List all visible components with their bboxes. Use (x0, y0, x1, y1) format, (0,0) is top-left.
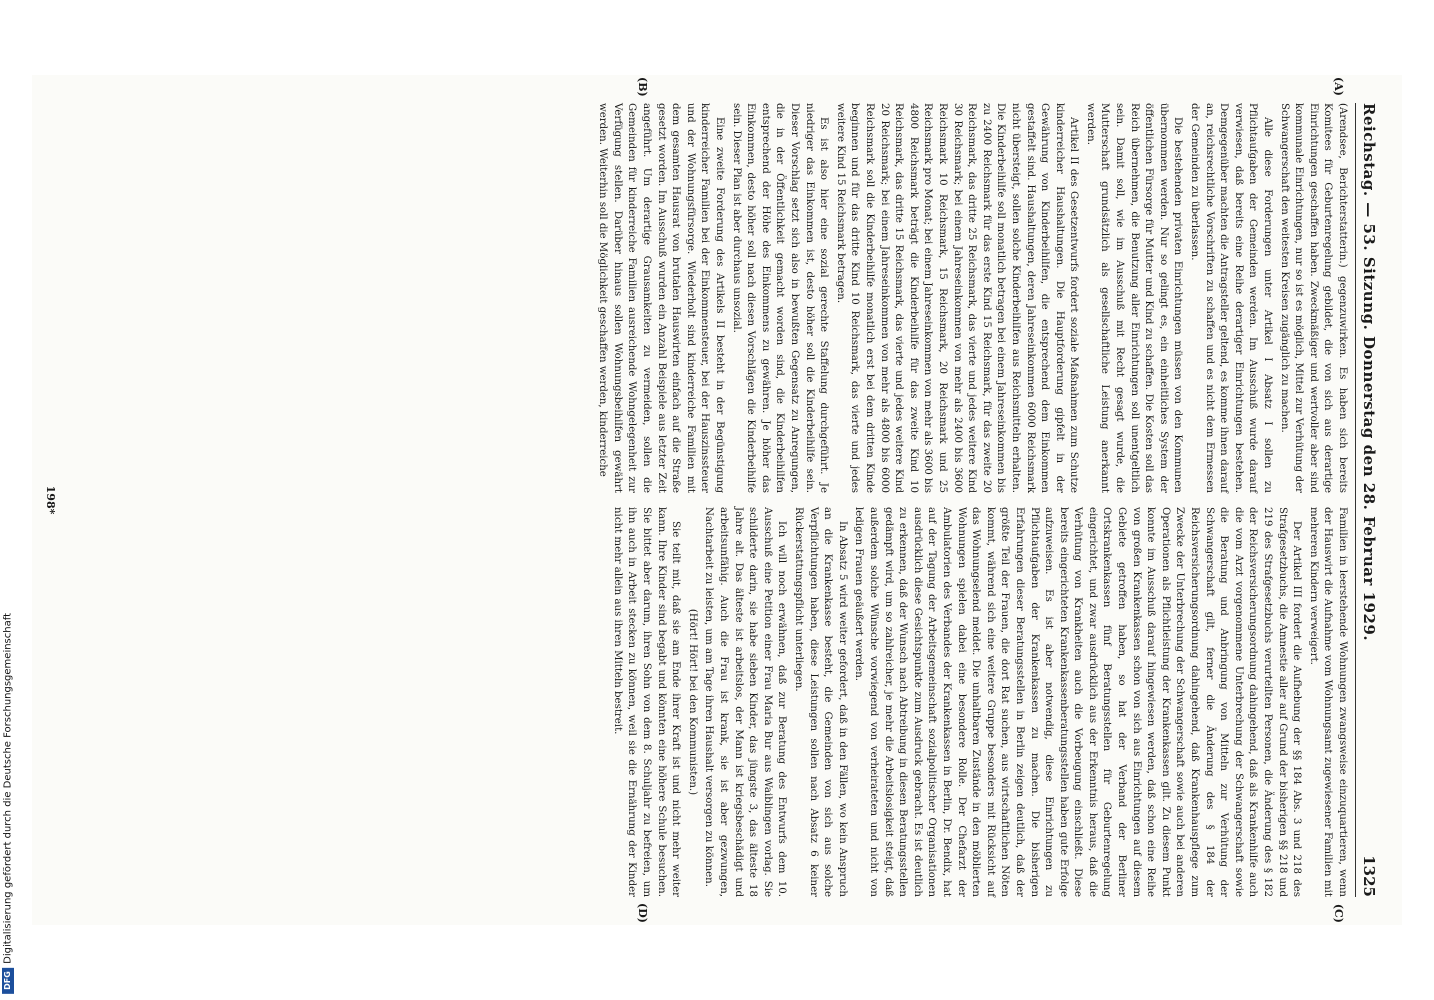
dfg-logo-icon: DFG (2, 968, 14, 994)
digitization-credit (2, 613, 14, 994)
credit-text: Digitalisierung gefördert durch die Deutsche Forschungsgemeinschaft (2, 613, 14, 964)
interjection: (Hört! Hört! bei den Kommunisten.) (686, 608, 698, 796)
rotated-document-page (32, 75, 1402, 925)
right-column (593, 507, 1349, 897)
left-column (593, 103, 1349, 493)
paragraph: Artikel II des Gesetzentwurfs fordert soziale Maßnahmen zum Schutze kinderreicher Haushaltungen. Die Hauptforderung gipfelt in der Gewährung von Kinderbeihilfen, die entsprechend dem Einkommen gestaffelt sind. Haushaltungen, deren Jahreseinkommen 6000 Reichsmark nicht übersteigt, sollen solche Kinderbeihilfen aus Reichsmitteln erhalten. Die Kinderbeihilfe soll monatlich betragen bei einem Jahreseinkommen bis zu 2400 Reichsmark für das erste Kind 15 Reichsmark, für das zweite 20 Reichsmark, das dritte 25 Reichsmark, das vierte und jedes weitere Kind 30 Reichsmark; bei einem Jahreseinkommen von mehr als 2400 bis 3600 Reichsmark 10 Reichsmark, 15 Reichsmark, 20 Reichsmark und 25 Reichsmark pro Monat; bei einem Jahreseinkommen von mehr als 3600 bis 4800 Reichsmark beträgt die Kinderbeihilfe für das zweite Kind 10 Reichsmark, das dritte 15 Reichsmark, das vierte und jedes weitere Kind 20 Reichsmark; bei einem Jahreseinkommen von mehr als 4800 bis 6000 Reichsmark soll die Kinderbeihilfe monatlich erst bei dem dritten Kinde beginnen und für das dritte Kind 10 Reichsmark, das vierte und jedes weitere Kind 15 Reichsmark betragen. (834, 103, 1080, 493)
margin-marker-b: (B) (636, 77, 649, 97)
margin-marker-a: (A) (1332, 77, 1345, 96)
text-columns (593, 77, 1349, 923)
sheet-number: 198* (44, 485, 57, 515)
page-title: Reichstag. — 53. Sitzung. Donnerstag den 28. Februar 1929. (1360, 103, 1378, 642)
paragraph: Der Artikel III fordert die Aufhebung der §§ 184 Abs. 3 und 218 des Strafgesetzbuchs, die Amnestie aller auf Grund der bisherigen §§ 218 und 219 des Strafgesetzbuchs verurteilten Personen, die Änderung des § 182 der Reichsversicherungsordnung dahingehend, daß als Krankenhilfe auch die vom Arzt vorgenommene Unterbrechung der Schwangerschaft sowie die Beratung und Anbringung von Mitteln zur Verhütung der Schwangerschaft gilt, ferner die Änderung des § 184 der Reichsversicherungsordnung dahingehend, daß Krankenhauspflege zum Zwecke der Unterbrechung der Schwangerschaft sowie auch bei anderen Operationen als Pflichtleistung der Krankenkassen gilt. Zu diesem Punkt konnte im Ausschuß darauf hingewiesen werden, daß schon eine Reihe von großen Krankenkassen schon von sich aus Einrichtungen auf diesem Gebiete getroffen haben, so hat der Verband der Berliner Ortskrankenkassen fünf Beratungsstellen für Geburtenregelung eingerichtet, und zwar ausdrücklich aus der Erkenntnis heraus, daß die Verhütung von Krankheiten auch die Vorbeugung einschließt. Diese bereits eingerichteten Krankenkassenberatungsstellen haben gute Erfolge aufzuweisen. Es ist aber notwendig, diese Einrichtungen zu Pflichtaufgaben der Krankenkassen zu machen. Die bisherigen Erfahrungen dieser Beratungsstellen in Berlin zeigen deutlich, daß der größte Teil der Frauen, die dort Rat suchen, aus wirtschaftlichen Nöten kommt, während sich eine weitere Gruppe besonders mit Rücksicht auf das Wohnungselend meldet. Die unhaltbaren Zustände in den möblierten Wohnungen spielen dabei eine besondere Rolle. Der Chefarzt der Ambulatorien des Verbandes der Krankenkassen in Berlin, Dr. Bendix, hat auf der Tagung der Arbeitsgemeinschaft sozialpolitischer Organisationen ausdrücklich diese Gesichtspunkte zum Ausdruck gebracht. Es ist deutlich zu erkennen, daß der Wunsch nach Abtreibung in diesen Beratungsstellen gedämpft wird, um so zahlreicher, je mehr die Arbeitslosigkeit steigt, daß außerdem solche Wünsche vorwiegend von verheirateten und nicht von ledigen Frauen geäußert werden. (853, 507, 1303, 897)
paragraph: Sie teilt mit, daß sie am Ende ihrer Kraft ist und nicht mehr weiter kann. Ihre Kinder sind begabt und könnten eine höhere Schule besuchen. Sie bittet aber darum, ihren Sohn von dem 8. Schuljahr zu befreien, um ihn auch in Arbeit stecken zu können, weil sie die Ernährung der Kinder nicht mehr allein aus ihren Mitteln bestreit. (611, 507, 682, 897)
paragraph: Es ist also hier eine sozial gerechte Staffelung durchgeführt. Je niedriger das Einkommen ist, desto höher soll die Kinderbeihilfe sein. Dieser Vorschlag setzt sich also in bewußten Gegensatz zu Anregungen, die in der Öffentlichkeit gemacht worden sind, die Kinderbeihilfen entsprechend der Höhe des Einkommens zu gewähren. Je höher das Einkommen, desto höher soll nach diesen Vorschlägen die Kinderbeihilfe sein. Dieser Plan ist aber durchaus unsozial. (730, 103, 830, 493)
paragraph: Eine zweite Forderung des Artikels II besteht in der Begünstigung kinderreicher Familien bei der Einkommensteuer, bei der Hauszinssteuer und der Wohnungsfürsorge. Wiederholt sind kinderreiche Familien mit dem gesamten Hausrat von brutalen Hauswirten einfach auf die Straße gesetzt worden. Im Ausschuß wurden ein Anzahl Beispiele aus letzter Zeit angeführt. Um derartige Grausamkeiten zu vermeiden, sollen die Gemeinden für kinderreiche Familien ausreichende Wohngelegenheit zur Verfügung stellen. Darüber hinaus sollen Wohnungsbeihilfen gewährt werden. Weiterhin soll die Möglichkeit geschaffen werden, kinderreiche (597, 103, 726, 493)
paragraph: In Absatz 5 wird weiter gefordert, daß in den Fällen, wo kein Anspruch an die Krankenkasse besteht, die Gemeinden von sich aus solche Verpflichtungen haben, diese Leistungen sollen nach Absatz 6 keiner Rückerstattungspflicht unterliegen. (793, 507, 848, 897)
margin-marker-d: (D) (636, 903, 649, 923)
paragraph: Alle diese Forderungen unter Artikel I Absatz I sollen zu Pflichtaufgaben der Gemeinden werden. Im Ausschuß wurde darauf verwiesen, daß bereits eine Reihe derartiger Einrichtungen bestehen. Demgegenüber machten die Antragsteller geltend, es komme ihnen darauf an, reichsrechtliche Vorschriften zu schaffen und es nicht dem Ermessen der Gemeinden zu überlassen. (1189, 103, 1274, 493)
paragraph: (Arendsee, Berichterstatterin.) gegenzuwirken. Es haben sich bereits Komitees für Geburtenregelung gebildet, die von sich aus derartige Einrichtungen geschaffen haben. Zweckmäßiger und wertvoller aber sind kommunale Einrichtungen, nur so ist es möglich, Mittel zur Verhütung der Schwangerschaft den weitesten Kreisen zugänglich zu machen. (1278, 103, 1348, 493)
page-number: 1325 (1360, 855, 1378, 897)
paragraph: Ich will noch erwähnen, daß zur Beratung des Entwurfs dem 10. Ausschuß eine Petition einer Frau Maria Bur aus Waiblingen vorlag. Sie schilderte darin, sie habe sieben Kinder, das jüngste 3, das älteste 18 Jahre alt. Das älteste ist arbeitslos, der Mann ist kriegsbeschädigt und arbeitsunfähig. Auch die Frau ist krank, sie ist aber gezwungen, Nachtarbeit zu leisten, um am Tage ihren Haushalt versorgen zu können. (703, 507, 788, 897)
paragraph: Familien in leerstehende Wohnungen zwangsweise einzuquartieren, wenn der Hauswirt die Aufnahme vom Wohnungsamt zugewiesener Familien mit mehreren Kindern verweigert. (1307, 507, 1348, 897)
page-header (1355, 103, 1378, 897)
margin-marker-c: (C) (1332, 903, 1345, 923)
paragraph: Die bestehenden privaten Einrichtungen müssen von den Kommunen übernommen werden. Nur so gelingt es, ein einheitliches System der öffentlichen Fürsorge für Mutter und Kind zu schaffen. Die Kosten soll das Reich übernehmen, die Benutzung aller Einrichtungen soll unentgeltlich sein. Damit soll, wie im Ausschuß mit Recht gesagt wurde, die Mutterschaft grundsätzlich als gesellschaftliche Leistung anerkannt werden. (1084, 103, 1184, 493)
